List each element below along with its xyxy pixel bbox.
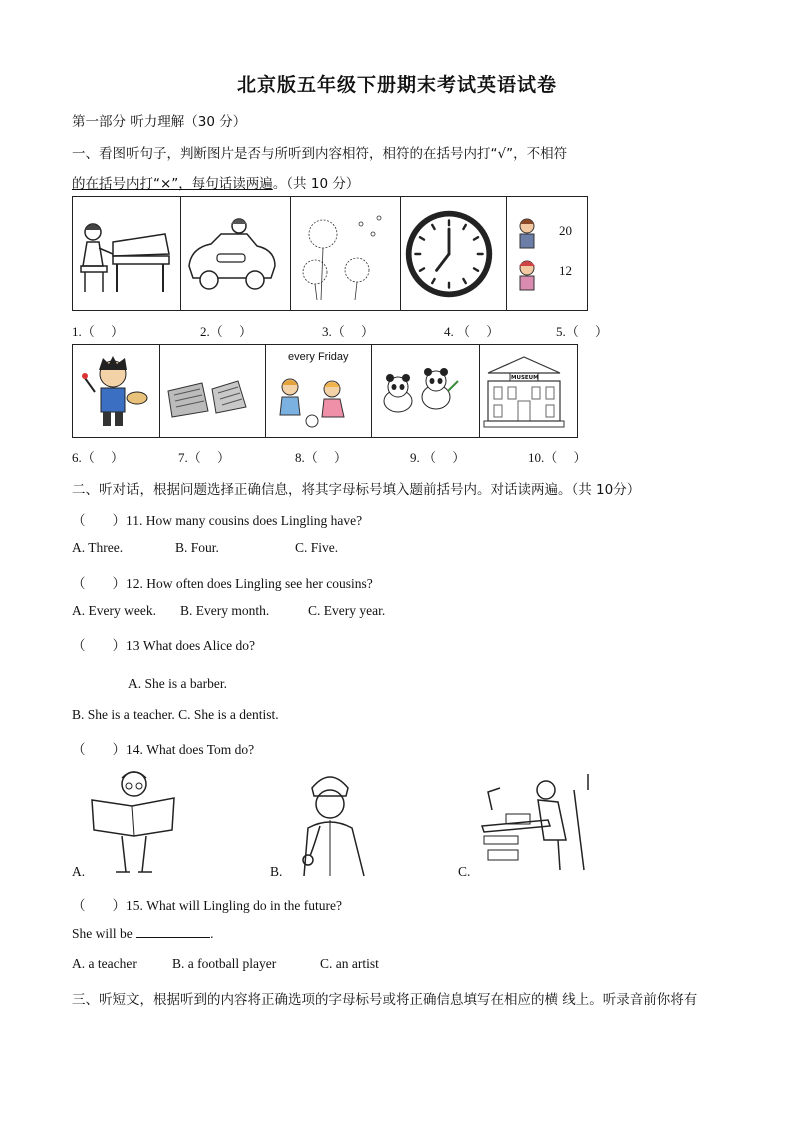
question-15: （ ）15. What will Lingling do in the future?: [72, 898, 342, 913]
picture-10: [480, 345, 578, 438]
answer-7[interactable]: 7.（ ）: [178, 450, 231, 465]
part-heading: 第一部分 听力理解（30 分）: [72, 114, 247, 130]
kids-sports-icon: [266, 365, 362, 435]
section1-instruction-line2: [72, 172, 359, 192]
question-12: （ ）12. How often does Lingling see her cousins?: [72, 576, 373, 591]
two-people-age-icon: [507, 204, 585, 304]
answer-8[interactable]: 8.（ ）: [295, 450, 348, 465]
picture-4: [401, 197, 507, 311]
museum-sign: MUSEUM: [511, 375, 539, 381]
q14-option-c[interactable]: C.: [458, 864, 471, 879]
q15-answer-blank[interactable]: [136, 925, 210, 938]
every-friday-caption: every Friday: [288, 351, 349, 363]
picture-9: [372, 345, 480, 438]
clock-icon: [401, 206, 497, 302]
q15-fill-line: [72, 925, 214, 942]
answer-10[interactable]: 10.（ ）: [528, 450, 587, 465]
q11-option-a[interactable]: A. Three.: [72, 540, 124, 555]
picture-8: [266, 345, 372, 438]
newspapers-icon: [160, 361, 250, 421]
girl-piano-icon: [73, 204, 173, 304]
pandas-icon: [372, 361, 462, 421]
page-title: 北京版五年级下册期末考试英语试卷: [236, 74, 557, 96]
q14-option-a[interactable]: A.: [72, 864, 86, 879]
q13-options-bc[interactable]: B. She is a teacher. C. She is a dentist.: [72, 707, 279, 722]
picture-3: [291, 197, 401, 311]
question-11: （ ）11. How many cousins does Lingling have?: [72, 513, 363, 528]
q12-option-b[interactable]: B. Every month.: [180, 603, 270, 618]
picture-2: [181, 197, 291, 311]
picture-6: [73, 345, 160, 438]
man-reading-map-icon: [86, 764, 181, 876]
section1-instruction-underlined: 的在括号内打“×”，每句话读两遍: [72, 176, 273, 192]
answer-4[interactable]: 4. （ ）: [444, 324, 500, 339]
q11-option-b[interactable]: B. Four.: [175, 540, 219, 555]
answer-5[interactable]: 5.（ ）: [556, 324, 609, 339]
q15-option-b[interactable]: B. a football player: [172, 956, 277, 971]
man-writing-desk-icon: [478, 770, 598, 874]
answer-1[interactable]: 1.（ ）: [72, 324, 125, 339]
q15-fill-end: .: [210, 926, 214, 941]
age-12-label: 12: [559, 263, 572, 278]
picture-7: [160, 345, 266, 438]
picture-row-2: [72, 344, 578, 438]
picture-1: [73, 197, 181, 311]
picture-row-1: [72, 196, 588, 311]
q13-option-a[interactable]: A. She is a barber.: [128, 676, 227, 691]
answer-3[interactable]: 3.（ ）: [322, 324, 375, 339]
q12-option-a[interactable]: A. Every week.: [72, 603, 156, 618]
car-driver-icon: [181, 204, 281, 304]
answer-9[interactable]: 9. （ ）: [410, 450, 466, 465]
q14-option-b[interactable]: B.: [270, 864, 283, 879]
answer-2[interactable]: 2.（ ）: [200, 324, 253, 339]
boy-painter-icon: [73, 348, 153, 434]
section1-instruction-line1: 一、看图听句子，判断图片是否与所听到内容相符，相符的在括号内打“√”，不相符: [72, 146, 568, 162]
answer-6[interactable]: 6.（ ）: [72, 450, 125, 465]
q15-option-c[interactable]: C. an artist: [320, 956, 379, 971]
museum-building-icon: [480, 351, 568, 431]
dandelion-icon: [291, 204, 391, 304]
section2-instruction: 二、听对话，根据问题选择正确信息，将其字母标号填入题前括号内。对话读两遍。（共 10分）: [72, 482, 641, 498]
question-14: （ ）14. What does Tom do?: [72, 742, 255, 757]
doctor-stethoscope-icon: [290, 766, 370, 878]
q15-option-a[interactable]: A. a teacher: [72, 956, 137, 971]
q15-fill-prefix: She will be: [72, 926, 133, 941]
age-20-label: 20: [559, 223, 572, 238]
section3-instruction: 三、听短文，根据听到的内容将正确选项的字母标号或将正确信息填写在相应的横 线上。听录音前你将有: [72, 992, 698, 1008]
q12-option-c[interactable]: C. Every year.: [308, 603, 386, 618]
q11-option-c[interactable]: C. Five.: [295, 540, 339, 555]
picture-5: [507, 197, 588, 311]
section1-instruction-rest: 。（共 10 分）: [272, 176, 360, 192]
question-13: （ ）13 What does Alice do?: [72, 638, 255, 653]
